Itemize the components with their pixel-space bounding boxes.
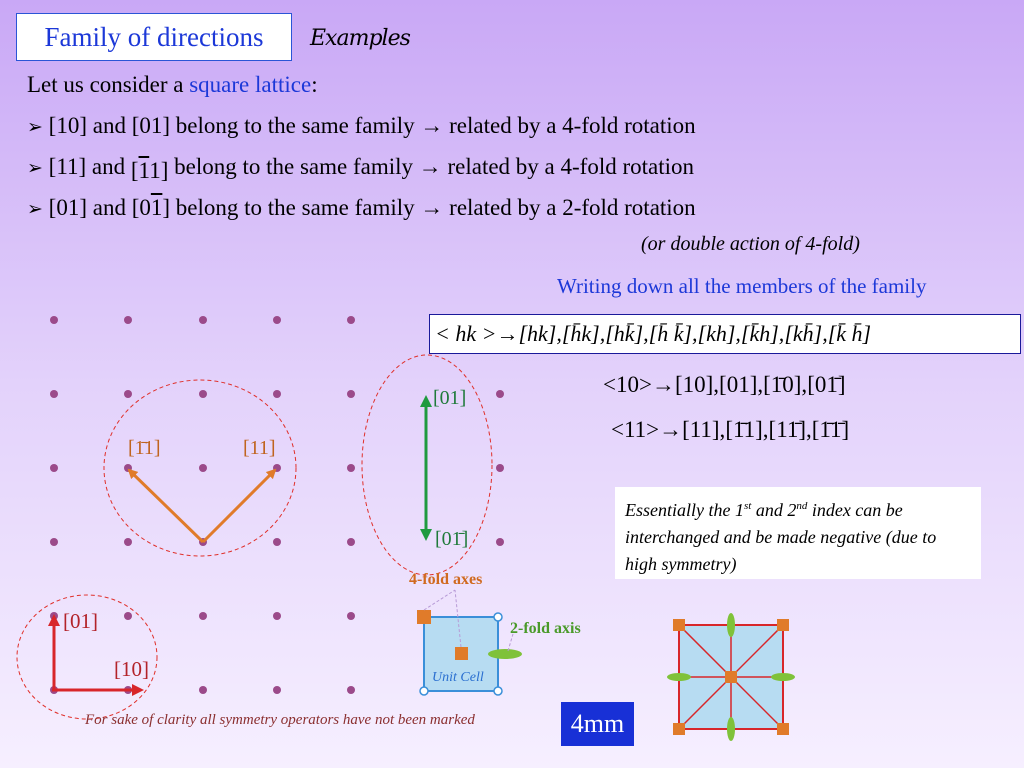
- lattice-point: [347, 538, 355, 546]
- lattice-point: [273, 538, 281, 546]
- lattice-point: [199, 390, 207, 398]
- family-member: [k̄ h̄]: [827, 321, 872, 346]
- family-11-lhs: <11>→: [611, 417, 683, 442]
- note-text: and 2: [751, 500, 797, 520]
- neg-index: 1: [150, 195, 163, 220]
- lattice-point: [199, 686, 207, 694]
- label-vert-neg: [01̄]: [435, 528, 469, 550]
- bracket: [: [130, 158, 139, 183]
- lattice-point: [199, 612, 207, 620]
- lattice-point: [347, 612, 355, 620]
- lattice-point: [496, 390, 504, 398]
- family-member: [hk],: [518, 321, 562, 346]
- lattice-point: [50, 538, 58, 546]
- intro-suffix: :: [311, 72, 318, 97]
- label-axis-x: [10]: [114, 657, 149, 681]
- label-axis-y: [01]: [63, 609, 98, 633]
- bullet-3-text-a: [01] and [0: [48, 195, 151, 220]
- footnote: For sake of clarity all symmetry operators have not been marked: [85, 712, 475, 728]
- lattice-point: [124, 390, 132, 398]
- label-diag-pos: [11]: [243, 437, 276, 459]
- note-sup: nd: [796, 500, 808, 512]
- lattice-point: [50, 464, 58, 472]
- fourfold-marker: [417, 610, 431, 624]
- bullet-arrow-icon: ➢: [27, 198, 43, 220]
- family-member: [11],: [682, 417, 726, 442]
- bullet-3-text-b: belong to the same family → related by a 2-fold rotation: [170, 195, 696, 220]
- double-action-note: (or double action of 4-fold): [641, 233, 860, 255]
- family-member: [k̄h],: [740, 321, 785, 346]
- page-title: Family of directions: [16, 13, 292, 61]
- lattice-point: [496, 464, 504, 472]
- family-member: [kh̄],: [784, 321, 828, 346]
- fourfold-marker: [455, 647, 468, 660]
- lattice-point: [50, 316, 58, 324]
- family-member: [01],: [719, 372, 764, 397]
- family-general-lhs: < hk >→: [435, 321, 519, 346]
- lattice-point: [124, 316, 132, 324]
- family-member: [1̄0],: [763, 372, 808, 397]
- family-member: [h̄k],: [561, 321, 606, 346]
- family-member: [h̄ k̄],: [648, 321, 698, 346]
- writing-down-label: Writing down all the members of the family: [557, 274, 927, 298]
- neg-index: 1: [138, 158, 150, 183]
- lattice-point: [50, 390, 58, 398]
- family-member: [10],: [674, 372, 720, 397]
- lattice-point: [347, 390, 355, 398]
- bullet-2-text-a: [11] and: [48, 154, 131, 179]
- lattice-point: [273, 316, 281, 324]
- family-10-lhs: <10>→: [603, 372, 675, 397]
- family-member: [11̄],: [768, 417, 812, 442]
- lattice-point: [273, 390, 281, 398]
- note-text: index can be interchanged and be made negative (due to high symmetry): [625, 500, 937, 574]
- bullet-arrow-icon: ➢: [27, 116, 43, 138]
- lattice-point: [199, 464, 207, 472]
- examples-label: Examples: [310, 26, 410, 51]
- index-rest: 1]: [149, 158, 169, 183]
- lattice-point: [496, 538, 504, 546]
- lattice-point: [347, 686, 355, 694]
- bullet-arrow-icon: ➢: [27, 157, 43, 179]
- lattice-point: [347, 316, 355, 324]
- unit-cell: [409, 571, 581, 695]
- family-member: [1̄1],: [725, 417, 769, 442]
- lattice-point: [199, 316, 207, 324]
- arrow-diag-pos: [203, 470, 275, 542]
- intro-highlight: square lattice: [189, 72, 312, 97]
- intro-prefix: Let us consider a: [27, 72, 190, 97]
- note-sup: st: [743, 500, 752, 512]
- bullet-1-text: [10] and [01] belong to the same family → related by a 4-fold rotation: [48, 113, 696, 138]
- fourfold-axes-label: 4-fold axes: [409, 571, 483, 588]
- family-member: [hk̄],: [605, 321, 649, 346]
- index-rest: ]: [162, 195, 171, 220]
- lattice-point: [273, 686, 281, 694]
- family-member: [kh],: [697, 321, 741, 346]
- lattice-point: [124, 612, 132, 620]
- point-group-diagram: [667, 613, 795, 741]
- twofold-axis-label: 2-fold axis: [510, 620, 581, 637]
- point-group-badge: 4mm: [561, 702, 634, 746]
- bullet-2-text-b: belong to the same family → related by a 4-fold rotation: [168, 154, 695, 179]
- lattice-point: [124, 538, 132, 546]
- arrow-diag-neg: [129, 470, 203, 542]
- family-member: [01̄]: [807, 372, 846, 397]
- twofold-marker: [488, 649, 522, 659]
- note-text: Essentially the 1: [625, 500, 744, 520]
- lattice-point: [273, 612, 281, 620]
- family-member: [1̄1̄]: [811, 417, 850, 442]
- unit-cell-label: Unit Cell: [432, 670, 484, 685]
- label-vert-pos: [01]: [433, 387, 467, 409]
- label-diag-neg: [1̄1]: [128, 437, 161, 459]
- lattice-point: [347, 464, 355, 472]
